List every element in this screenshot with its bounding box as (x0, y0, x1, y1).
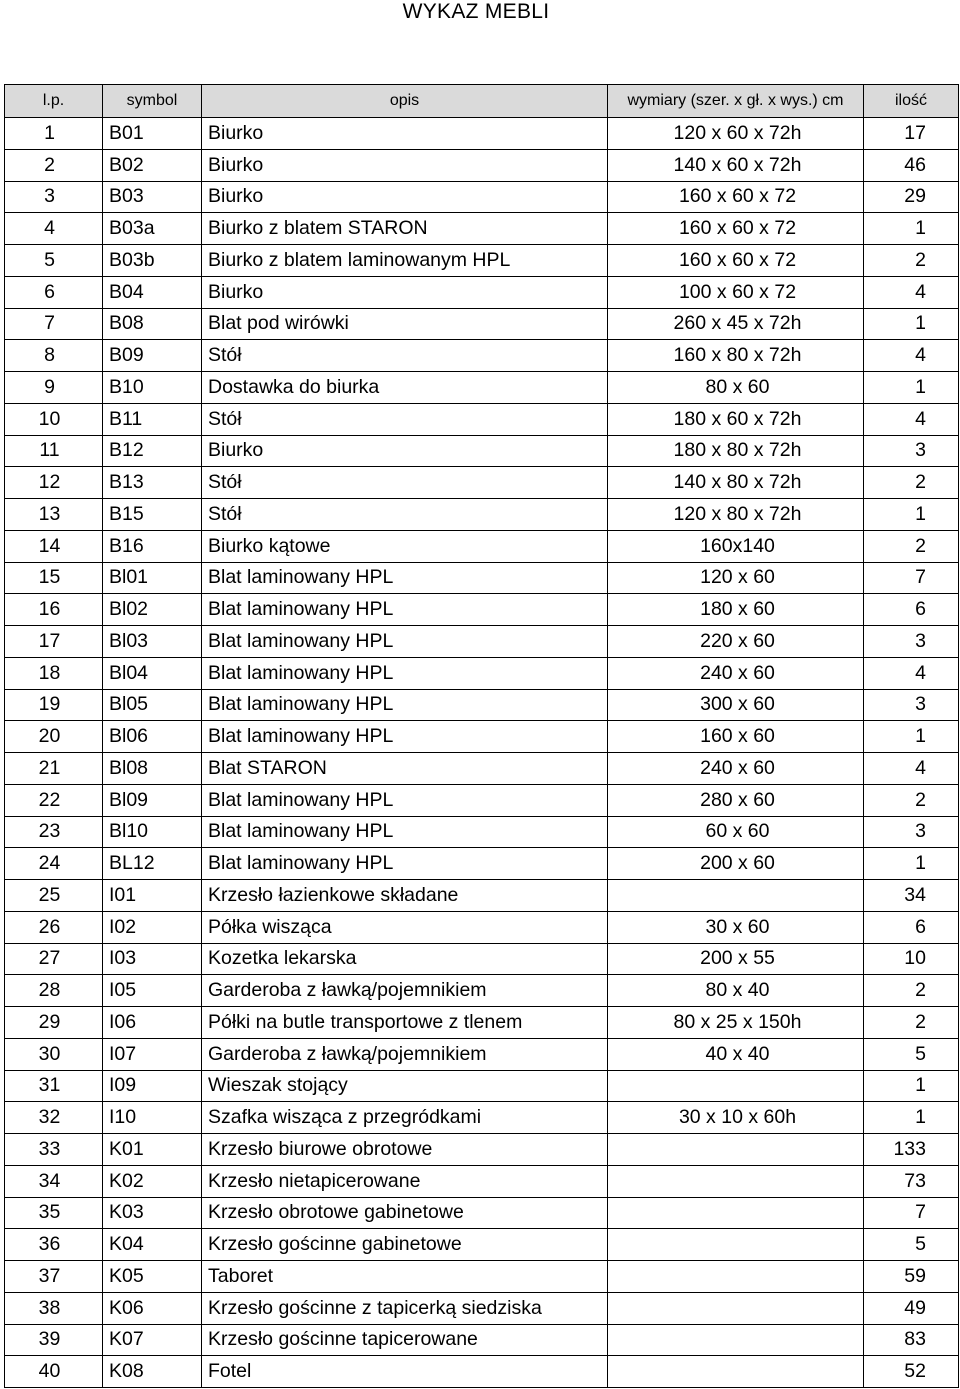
cell-symbol: I02 (103, 911, 202, 943)
cell-ilosc: 2 (864, 530, 959, 562)
cell-opis: Biurko (202, 181, 608, 213)
cell-symbol: B12 (103, 435, 202, 467)
table-row (5, 816, 959, 848)
cell-wymiary: 120 x 60 x 72h (608, 118, 864, 150)
table-row (5, 1038, 959, 1070)
cell-opis: Stół (202, 467, 608, 499)
cell-ilosc: 1 (864, 308, 959, 340)
cell-symbol: Bl05 (103, 689, 202, 721)
cell-opis: Blat laminowany HPL (202, 689, 608, 721)
cell-wymiary (608, 1134, 864, 1166)
cell-symbol: K03 (103, 1197, 202, 1229)
table-row (5, 1324, 959, 1356)
cell-wymiary: 180 x 80 x 72h (608, 435, 864, 467)
cell-symbol: I09 (103, 1070, 202, 1102)
cell-ilosc: 2 (864, 245, 959, 277)
cell-wymiary (608, 1292, 864, 1324)
cell-symbol: BL12 (103, 848, 202, 880)
cell-opis: Blat pod wirówki (202, 308, 608, 340)
cell-lp: 25 (5, 880, 103, 912)
cell-wymiary: 40 x 40 (608, 1038, 864, 1070)
cell-opis: Biurko z blatem laminowanym HPL (202, 245, 608, 277)
cell-wymiary: 160 x 60 x 72 (608, 181, 864, 213)
cell-opis: Stół (202, 499, 608, 531)
cell-ilosc: 73 (864, 1165, 959, 1197)
table-row (5, 149, 959, 181)
table-row (5, 118, 959, 150)
cell-lp: 16 (5, 594, 103, 626)
cell-opis: Biurko (202, 276, 608, 308)
cell-opis: Stół (202, 403, 608, 435)
header-symbol: symbol (103, 85, 202, 118)
cell-lp: 18 (5, 657, 103, 689)
page-title: WYKAZ MEBLI (402, 0, 550, 23)
table-row (5, 467, 959, 499)
cell-wymiary (608, 1324, 864, 1356)
table-row (5, 530, 959, 562)
cell-symbol: B16 (103, 530, 202, 562)
cell-symbol: B04 (103, 276, 202, 308)
cell-ilosc: 49 (864, 1292, 959, 1324)
cell-ilosc: 1 (864, 499, 959, 531)
cell-ilosc: 2 (864, 784, 959, 816)
cell-symbol: Bl09 (103, 784, 202, 816)
cell-ilosc: 4 (864, 276, 959, 308)
cell-wymiary: 60 x 60 (608, 816, 864, 848)
cell-symbol: K02 (103, 1165, 202, 1197)
cell-lp: 8 (5, 340, 103, 372)
cell-wymiary (608, 1356, 864, 1388)
table-header (5, 85, 959, 118)
cell-symbol: B01 (103, 118, 202, 150)
table-row (5, 1007, 959, 1039)
cell-opis: Taboret (202, 1261, 608, 1293)
cell-opis: Krzesło obrotowe gabinetowe (202, 1197, 608, 1229)
cell-wymiary: 140 x 60 x 72h (608, 149, 864, 181)
cell-ilosc: 1 (864, 213, 959, 245)
cell-lp: 12 (5, 467, 103, 499)
cell-opis: Fotel (202, 1356, 608, 1388)
cell-lp: 7 (5, 308, 103, 340)
cell-wymiary: 300 x 60 (608, 689, 864, 721)
cell-wymiary: 120 x 80 x 72h (608, 499, 864, 531)
cell-opis: Krzesło nietapicerowane (202, 1165, 608, 1197)
cell-wymiary: 30 x 60 (608, 911, 864, 943)
cell-symbol: Bl10 (103, 816, 202, 848)
cell-opis: Kozetka lekarska (202, 943, 608, 975)
table-row (5, 308, 959, 340)
cell-symbol: K06 (103, 1292, 202, 1324)
cell-opis: Garderoba z ławką/pojemnikiem (202, 1038, 608, 1070)
cell-lp: 10 (5, 403, 103, 435)
header-lp: l.p. (5, 85, 103, 118)
table-row (5, 784, 959, 816)
cell-wymiary: 120 x 60 (608, 562, 864, 594)
table-row (5, 403, 959, 435)
table-row (5, 562, 959, 594)
cell-ilosc: 6 (864, 594, 959, 626)
cell-opis: Blat laminowany HPL (202, 594, 608, 626)
cell-wymiary (608, 1165, 864, 1197)
cell-ilosc: 83 (864, 1324, 959, 1356)
cell-lp: 15 (5, 562, 103, 594)
table-row (5, 943, 959, 975)
cell-ilosc: 4 (864, 657, 959, 689)
cell-lp: 24 (5, 848, 103, 880)
cell-wymiary: 220 x 60 (608, 626, 864, 658)
cell-lp: 3 (5, 181, 103, 213)
cell-symbol: I07 (103, 1038, 202, 1070)
cell-symbol: B09 (103, 340, 202, 372)
table-row (5, 911, 959, 943)
table-row (5, 1197, 959, 1229)
cell-symbol: Bl01 (103, 562, 202, 594)
cell-ilosc: 10 (864, 943, 959, 975)
cell-symbol: Bl02 (103, 594, 202, 626)
cell-opis: Blat laminowany HPL (202, 657, 608, 689)
cell-symbol: B11 (103, 403, 202, 435)
cell-ilosc: 133 (864, 1134, 959, 1166)
cell-wymiary: 240 x 60 (608, 657, 864, 689)
cell-symbol: K08 (103, 1356, 202, 1388)
cell-symbol: B10 (103, 372, 202, 404)
cell-opis: Krzesło łazienkowe składane (202, 880, 608, 912)
cell-lp: 13 (5, 499, 103, 531)
cell-opis: Biurko (202, 149, 608, 181)
cell-lp: 1 (5, 118, 103, 150)
cell-wymiary (608, 1070, 864, 1102)
cell-symbol: I01 (103, 880, 202, 912)
table-body (5, 118, 959, 1388)
cell-ilosc: 4 (864, 403, 959, 435)
cell-wymiary: 160x140 (608, 530, 864, 562)
cell-wymiary (608, 1261, 864, 1293)
cell-ilosc: 1 (864, 1102, 959, 1134)
cell-lp: 33 (5, 1134, 103, 1166)
cell-opis: Stół (202, 340, 608, 372)
table-row (5, 594, 959, 626)
table-row (5, 1134, 959, 1166)
header-row (5, 85, 959, 118)
cell-wymiary (608, 880, 864, 912)
cell-lp: 27 (5, 943, 103, 975)
cell-wymiary: 160 x 60 x 72 (608, 245, 864, 277)
cell-wymiary: 280 x 60 (608, 784, 864, 816)
cell-symbol: B13 (103, 467, 202, 499)
cell-lp: 36 (5, 1229, 103, 1261)
cell-lp: 5 (5, 245, 103, 277)
cell-opis: Blat laminowany HPL (202, 721, 608, 753)
table-row (5, 435, 959, 467)
cell-ilosc: 1 (864, 721, 959, 753)
cell-opis: Blat laminowany HPL (202, 626, 608, 658)
cell-symbol: B03 (103, 181, 202, 213)
cell-ilosc: 3 (864, 626, 959, 658)
cell-ilosc: 3 (864, 435, 959, 467)
cell-lp: 40 (5, 1356, 103, 1388)
table-row (5, 181, 959, 213)
cell-ilosc: 59 (864, 1261, 959, 1293)
cell-ilosc: 7 (864, 562, 959, 594)
cell-opis: Krzesło gościnne gabinetowe (202, 1229, 608, 1261)
cell-opis: Krzesło gościnne tapicerowane (202, 1324, 608, 1356)
cell-lp: 32 (5, 1102, 103, 1134)
table-row (5, 499, 959, 531)
cell-lp: 38 (5, 1292, 103, 1324)
cell-lp: 19 (5, 689, 103, 721)
cell-wymiary: 260 x 45 x 72h (608, 308, 864, 340)
cell-opis: Półki na butle transportowe z tlenem (202, 1007, 608, 1039)
cell-symbol: K07 (103, 1324, 202, 1356)
cell-ilosc: 4 (864, 753, 959, 785)
table-row (5, 975, 959, 1007)
cell-symbol: B02 (103, 149, 202, 181)
table-row (5, 1356, 959, 1388)
cell-wymiary: 180 x 60 x 72h (608, 403, 864, 435)
cell-opis: Blat laminowany HPL (202, 562, 608, 594)
cell-opis: Blat laminowany HPL (202, 784, 608, 816)
cell-ilosc: 2 (864, 1007, 959, 1039)
cell-lp: 21 (5, 753, 103, 785)
cell-lp: 22 (5, 784, 103, 816)
table-row (5, 1102, 959, 1134)
cell-wymiary: 160 x 80 x 72h (608, 340, 864, 372)
cell-symbol: I10 (103, 1102, 202, 1134)
cell-ilosc: 1 (864, 848, 959, 880)
cell-symbol: I03 (103, 943, 202, 975)
cell-wymiary (608, 1229, 864, 1261)
cell-ilosc: 3 (864, 689, 959, 721)
cell-lp: 11 (5, 435, 103, 467)
cell-wymiary: 80 x 60 (608, 372, 864, 404)
cell-symbol: K05 (103, 1261, 202, 1293)
cell-wymiary: 100 x 60 x 72 (608, 276, 864, 308)
cell-wymiary: 200 x 55 (608, 943, 864, 975)
cell-wymiary: 180 x 60 (608, 594, 864, 626)
cell-opis: Biurko (202, 435, 608, 467)
header-opis: opis (202, 85, 608, 118)
cell-opis: Wieszak stojący (202, 1070, 608, 1102)
cell-ilosc: 3 (864, 816, 959, 848)
table-row (5, 1229, 959, 1261)
cell-ilosc: 7 (864, 1197, 959, 1229)
cell-opis: Biurko kątowe (202, 530, 608, 562)
cell-ilosc: 34 (864, 880, 959, 912)
table-row (5, 276, 959, 308)
cell-lp: 6 (5, 276, 103, 308)
cell-lp: 30 (5, 1038, 103, 1070)
cell-wymiary: 140 x 80 x 72h (608, 467, 864, 499)
cell-opis: Krzesło biurowe obrotowe (202, 1134, 608, 1166)
cell-symbol: Bl08 (103, 753, 202, 785)
cell-lp: 14 (5, 530, 103, 562)
header-wymiary: wymiary (szer. x gł. x wys.) cm (608, 85, 864, 118)
table-row (5, 1165, 959, 1197)
cell-opis: Krzesło gościnne z tapicerką siedziska (202, 1292, 608, 1324)
table-row (5, 689, 959, 721)
cell-ilosc: 46 (864, 149, 959, 181)
cell-symbol: B15 (103, 499, 202, 531)
cell-lp: 28 (5, 975, 103, 1007)
cell-lp: 35 (5, 1197, 103, 1229)
cell-lp: 29 (5, 1007, 103, 1039)
cell-wymiary: 160 x 60 x 72 (608, 213, 864, 245)
cell-ilosc: 1 (864, 1070, 959, 1102)
table-row (5, 848, 959, 880)
cell-lp: 2 (5, 149, 103, 181)
cell-symbol: I06 (103, 1007, 202, 1039)
cell-ilosc: 29 (864, 181, 959, 213)
cell-opis: Blat STARON (202, 753, 608, 785)
cell-wymiary: 200 x 60 (608, 848, 864, 880)
table-row (5, 245, 959, 277)
cell-ilosc: 1 (864, 372, 959, 404)
cell-symbol: I05 (103, 975, 202, 1007)
table-row (5, 340, 959, 372)
cell-symbol: B03a (103, 213, 202, 245)
cell-lp: 17 (5, 626, 103, 658)
cell-lp: 23 (5, 816, 103, 848)
cell-symbol: K04 (103, 1229, 202, 1261)
cell-wymiary: 80 x 40 (608, 975, 864, 1007)
cell-opis: Półka wisząca (202, 911, 608, 943)
cell-lp: 4 (5, 213, 103, 245)
table-row (5, 372, 959, 404)
cell-symbol: Bl06 (103, 721, 202, 753)
table-row (5, 1261, 959, 1293)
cell-symbol: B08 (103, 308, 202, 340)
cell-ilosc: 5 (864, 1038, 959, 1070)
table-row (5, 880, 959, 912)
cell-wymiary (608, 1197, 864, 1229)
cell-ilosc: 4 (864, 340, 959, 372)
cell-lp: 31 (5, 1070, 103, 1102)
cell-opis: Garderoba z ławką/pojemnikiem (202, 975, 608, 1007)
cell-symbol: Bl03 (103, 626, 202, 658)
cell-lp: 20 (5, 721, 103, 753)
cell-opis: Blat laminowany HPL (202, 848, 608, 880)
cell-ilosc: 2 (864, 467, 959, 499)
cell-ilosc: 17 (864, 118, 959, 150)
cell-ilosc: 2 (864, 975, 959, 1007)
cell-opis: Szafka wisząca z przegródkami (202, 1102, 608, 1134)
cell-lp: 26 (5, 911, 103, 943)
cell-wymiary: 240 x 60 (608, 753, 864, 785)
table-row (5, 213, 959, 245)
cell-wymiary: 160 x 60 (608, 721, 864, 753)
cell-lp: 37 (5, 1261, 103, 1293)
table-row (5, 657, 959, 689)
cell-lp: 34 (5, 1165, 103, 1197)
furniture-table (4, 84, 959, 1388)
cell-opis: Blat laminowany HPL (202, 816, 608, 848)
cell-symbol: B03b (103, 245, 202, 277)
cell-lp: 9 (5, 372, 103, 404)
cell-ilosc: 52 (864, 1356, 959, 1388)
table-row (5, 1070, 959, 1102)
table-row (5, 721, 959, 753)
cell-symbol: K01 (103, 1134, 202, 1166)
cell-wymiary: 80 x 25 x 150h (608, 1007, 864, 1039)
cell-opis: Biurko (202, 118, 608, 150)
table-row (5, 626, 959, 658)
cell-ilosc: 5 (864, 1229, 959, 1261)
cell-opis: Biurko z blatem STARON (202, 213, 608, 245)
cell-wymiary: 30 x 10 x 60h (608, 1102, 864, 1134)
cell-lp: 39 (5, 1324, 103, 1356)
table-row (5, 1292, 959, 1324)
cell-ilosc: 6 (864, 911, 959, 943)
table-row (5, 753, 959, 785)
cell-symbol: Bl04 (103, 657, 202, 689)
cell-opis: Dostawka do biurka (202, 372, 608, 404)
header-ilosc: ilość (864, 85, 959, 118)
